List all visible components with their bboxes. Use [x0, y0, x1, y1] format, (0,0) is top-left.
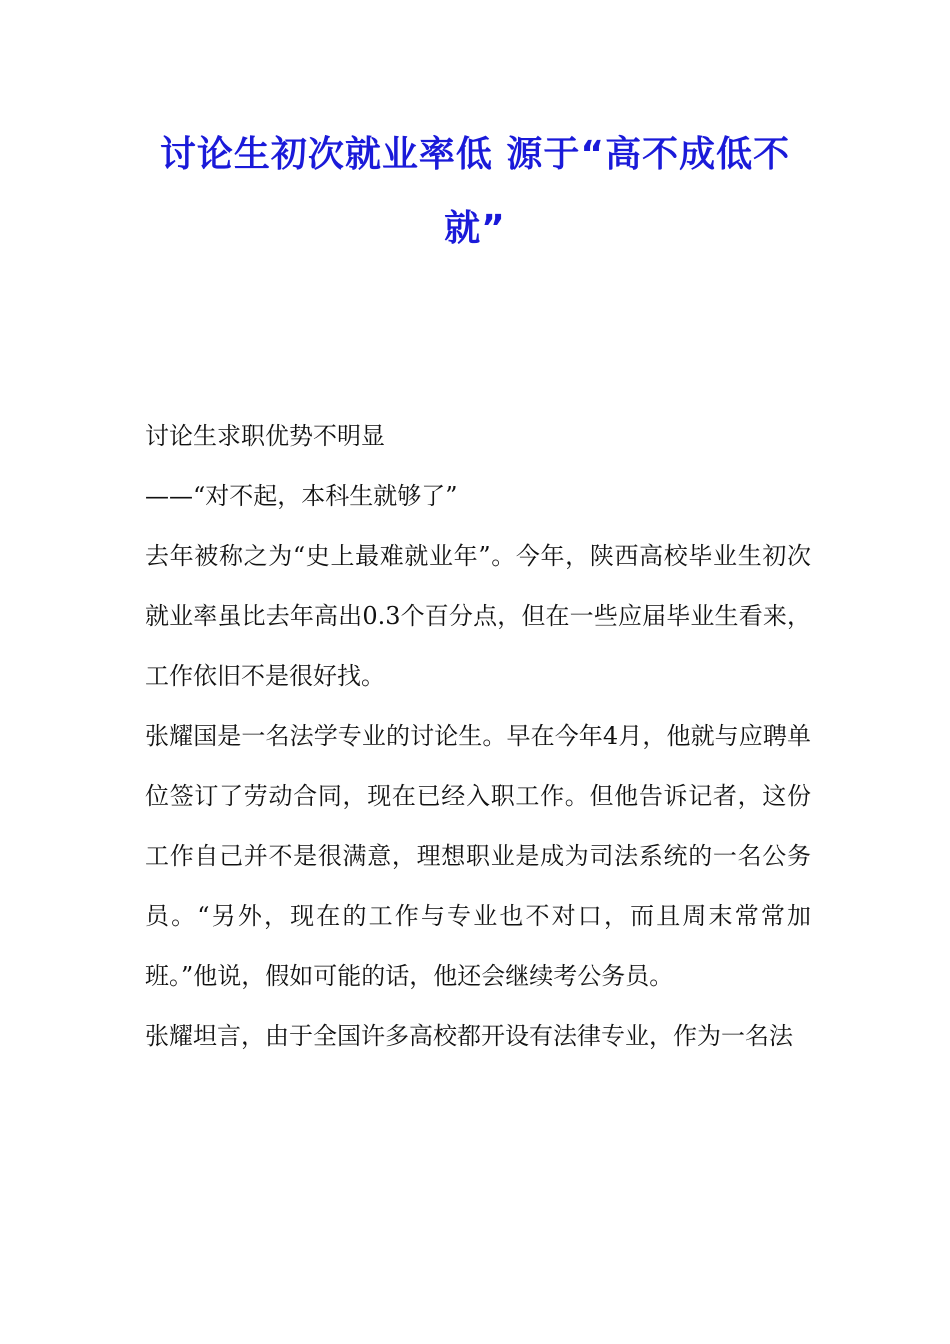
body-paragraph: 张耀坦言，由于全国许多高校都开设有法律专业，作为一名法 — [145, 1022, 793, 1050]
subheading: 讨论生求职优势不明显 — [145, 422, 385, 450]
document-body — [145, 406, 811, 1066]
subheading-quote: ——“对不起，本科生就够了” — [145, 482, 458, 510]
body-paragraph: 张耀国是一名法学专业的讨论生。早在今年4月，他就与应聘单位签订了劳动合同，现在已经入职工作。但他告诉记者，这份工作自己并不是很满意，理想职业是成为司法系统的一名公务员。“另外，现在的工作与专业也不对口，而且周末常常加班。”他说，假如可能的话，他还会继续考公务员。 — [145, 722, 811, 990]
body-paragraph: 去年被称之为“史上最难就业年”。今年，陕西高校毕业生初次就业率虽比去年高出0.3个百分点，但在一些应届毕业生看来，工作依旧不是很好找。 — [145, 542, 811, 690]
document-title: 讨论生初次就业率低 源于“高不成低不就” — [159, 134, 791, 249]
